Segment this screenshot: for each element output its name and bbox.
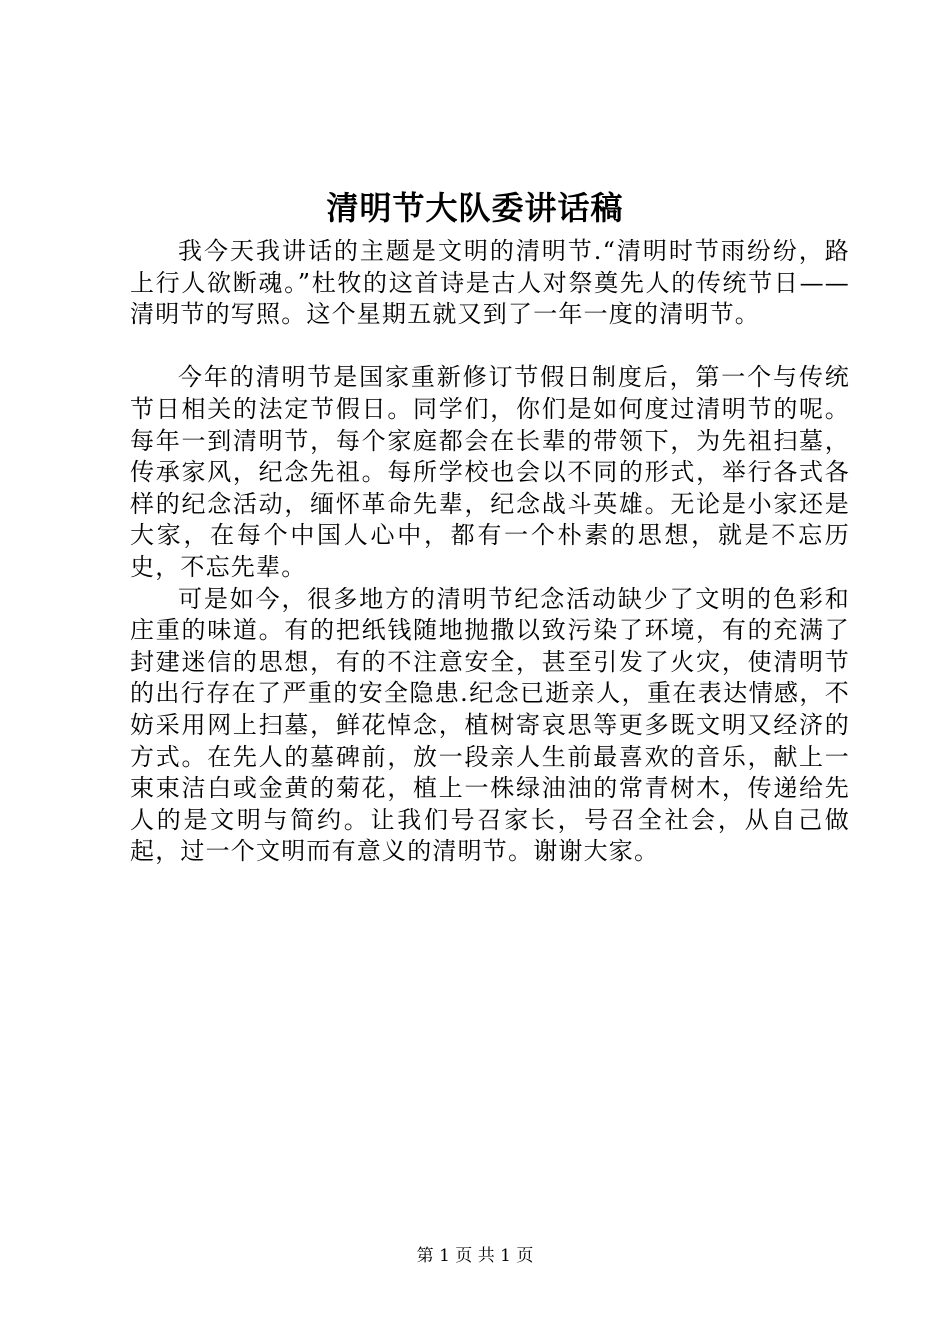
page-title: 清明节大队委讲话稿 [326, 189, 624, 227]
page-footer: 第 1 页 共 1 页 [416, 1246, 534, 1266]
paragraph-2: 今年的清明节是国家重新修订节假日制度后，第一个与传统节日相关的法定节假日。同学们，你们是如何度过清明节的呢。每年一到清明节，每个家庭都会在长辈的带领下，为先祖扫墓，传承家风，纪念先祖。每所学校也会以不同的形式，举行各式各样的纪念活动，缅怀革命先辈，纪念战斗英雄。无论是小家还是大家，在每个中国人心中，都有一个朴素的思想，就是不忘历史，不忘先辈。 [130, 363, 850, 581]
document-body [130, 236, 850, 868]
paragraph-spacer [130, 331, 850, 363]
paragraph-1: 我今天我讲话的主题是文明的清明节.“清明时节雨纷纷，路上行人欲断魂。”杜牧的这首诗是古人对祭奠先人的传统节日——清明节的写照。这个星期五就又到了一年一度的清明节。 [130, 237, 850, 329]
paragraph-3: 可是如今，很多地方的清明节纪念活动缺少了文明的色彩和庄重的味道。有的把纸钱随地抛撒以致污染了环境，有的充满了封建迷信的思想，有的不注意安全，甚至引发了火灾，使清明节的出行存在了严重的安全隐患.纪念已逝亲人，重在表达情感，不妨采用网上扫墓，鲜花悼念，植树寄哀思等更多既文明又经济的方式。在先人的墓碑前，放一段亲人生前最喜欢的音乐，献上一束束洁白或金黄的菊花，植上一株绿油油的常青树木，传递给先人的是文明与简约。让我们号召家长，号召全社会，从自己做起，过一个文明而有意义的清明节。谢谢大家。 [130, 584, 850, 866]
